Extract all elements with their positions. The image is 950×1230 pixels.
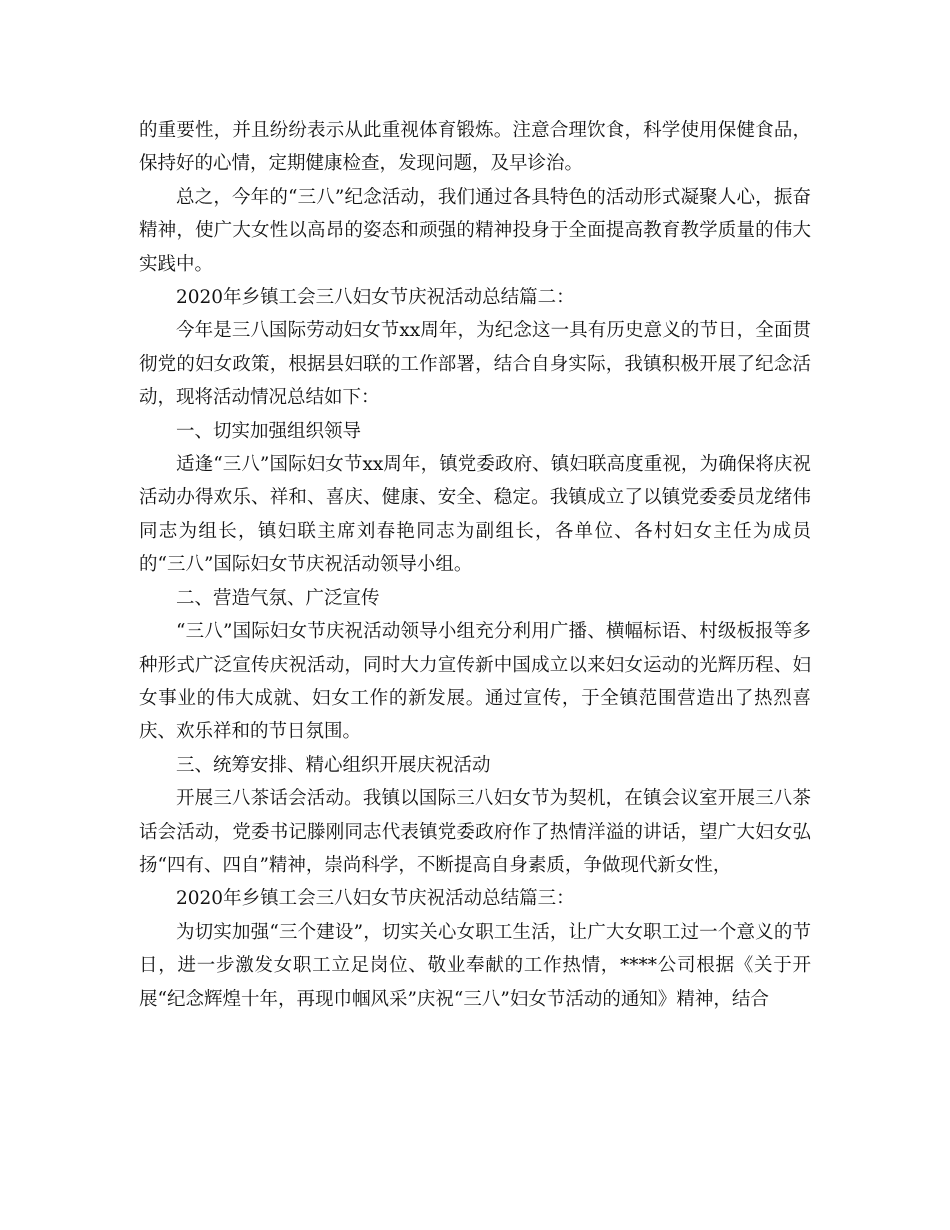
body-paragraph: 为切实加强“三个建设”，切实关心女职工生活，让广大女职工过一个意义的节日，进一步激发女职工立足岗位、敬业奉献的工作热情，****公司根据《关于开展“纪念辉煌十年，再现巾帼风采”庆祝“三八”妇女节活动的通知》精神，结合 — [139, 921, 811, 1010]
section-heading: 三、统筹安排、精心组织开展庆祝活动 — [176, 754, 491, 776]
section-heading: 一、切实加强组织领导 — [176, 420, 362, 442]
section-heading: 二、营造气氛、广泛宣传 — [176, 587, 380, 609]
body-paragraph: 的重要性，并且纷纷表示从此重视体育锻炼。注意合理饮食，科学使用保健食品，保持好的心情，定期健康检查，发现问题，及早诊治。 — [139, 120, 811, 175]
body-paragraph: 开展三八茶话会活动。我镇以国际三八妇女节为契机，在镇会议室开展三八茶话会活动，党委书记滕刚同志代表镇党委政府作了热情洋溢的讲话，望广大妇女弘扬“四有、四自”精神，崇尚科学，不断提高自身素质，争做现代新女性， — [139, 788, 811, 876]
section-heading: 2020年乡镇工会三八妇女节庆祝活动总结篇二： — [176, 287, 575, 309]
document-body — [139, 114, 811, 1016]
section-heading: 2020年乡镇工会三八妇女节庆祝活动总结篇三： — [176, 888, 575, 910]
body-paragraph: 总之，今年的“三八”纪念活动，我们通过各具特色的活动形式凝聚人心，振奋精神，使广大女性以高昂的姿态和顽强的精神投身于全面提高教育教学质量的伟大实践中。 — [139, 186, 811, 275]
body-paragraph: 今年是三八国际劳动妇女节xx周年，为纪念这一具有历史意义的节日，全面贯彻党的妇女政策，根据县妇联的工作部署，结合自身实际，我镇积极开展了纪念活动，现将活动情况总结如下： — [139, 320, 811, 409]
body-paragraph: “三八”国际妇女节庆祝活动领导小组充分利用广播、横幅标语、村级板报等多种形式广泛宣传庆祝活动，同时大力宣传新中国成立以来妇女运动的光辉历程、妇女事业的伟大成就、妇女工作的新发展。通过宣传，于全镇范围营造出了热烈喜庆、欢乐祥和的节日氛围。 — [139, 621, 811, 743]
body-paragraph: 适逢“三八”国际妇女节xx周年，镇党委政府、镇妇联高度重视，为确保将庆祝活动办得欢乐、祥和、喜庆、健康、安全、稳定。我镇成立了以镇党委委员龙绪伟同志为组长，镇妇联主席刘春艳同志为副组长，各单位、各村妇女主任为成员的“三八”国际妇女节庆祝活动领导小组。 — [139, 454, 811, 576]
